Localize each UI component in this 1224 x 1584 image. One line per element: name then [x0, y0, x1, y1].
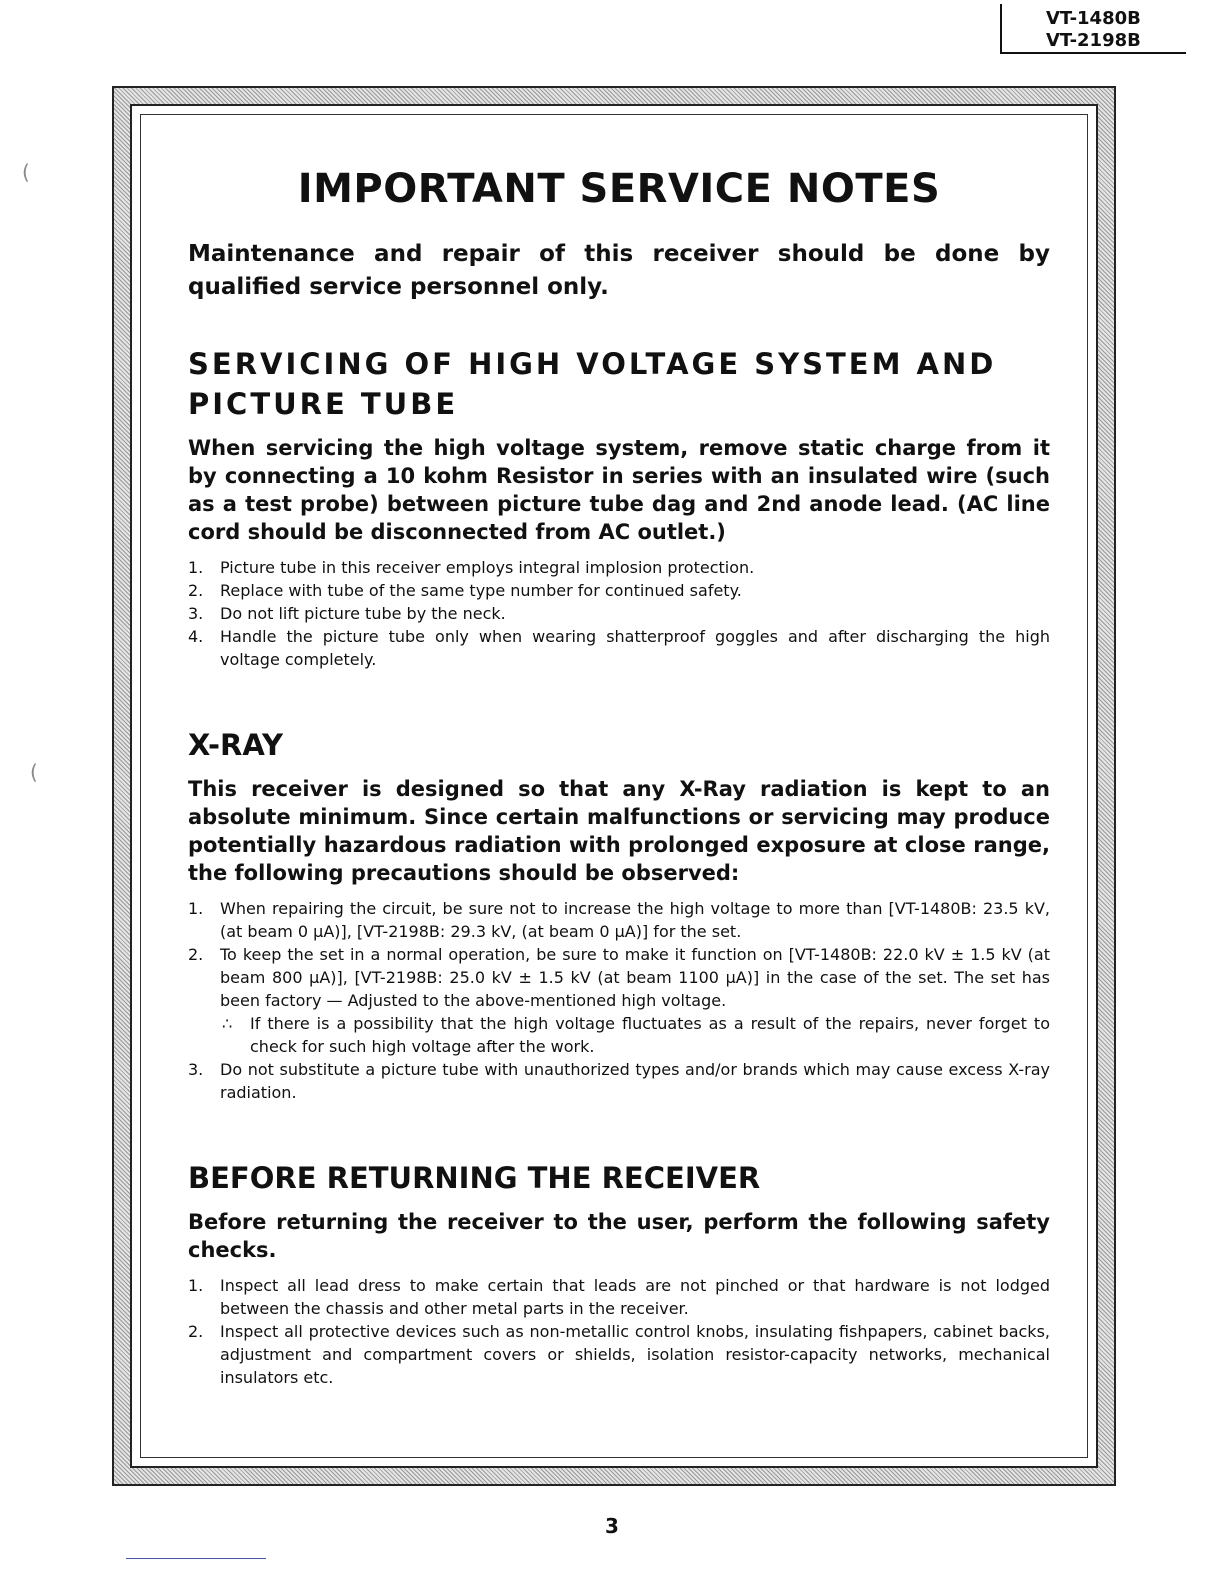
list-item — [188, 1320, 1050, 1389]
section-title: X-RAY — [188, 728, 284, 762]
item-number: 3. — [188, 604, 204, 623]
item-text: Do not substitute a picture tube with unauthorized types and/or brands which may cause excess X-ray radiation. — [220, 1060, 1050, 1102]
item-text: Inspect all protective devices such as non-metallic control knobs, insulating fishpapers, cabinet backs, adjustment and compartment covers or shields, isolation resistor-capacity networks, mechanical insulators etc. — [220, 1322, 1050, 1387]
item-list — [188, 1274, 1050, 1389]
section-title: BEFORE RETURNING THE RECEIVER — [188, 1161, 761, 1195]
model-number-box — [1000, 4, 1186, 54]
item-text: To keep the set in a normal operation, be sure to make it function on [VT-1480B: 22.0 kV ± 1.5 kV (at beam 800 μA)], [VT-2198B: 25.0 kV ± 1.5 kV (at beam 1100 μA)] in the case of the set. The set has been factory — Adjusted to the above-mentioned high voltage. — [220, 945, 1050, 1010]
list-item — [188, 1058, 1050, 1104]
section-lead: This receiver is designed so that any X-Ray radiation is kept to an absolute minimum. Since certain malfunctions or servicing may produce potentially hazardous radiation with prolonged exposure at close range, the following precautions should be observed: — [188, 777, 1050, 885]
page-title: IMPORTANT SERVICE NOTES — [297, 166, 941, 212]
item-text: Do not lift picture tube by the neck. — [220, 604, 506, 623]
item-number: 2. — [188, 945, 204, 964]
list-item — [188, 556, 1050, 579]
item-number: 2. — [188, 581, 204, 600]
therefore-mark: ∴ — [222, 1014, 233, 1033]
sub-note-text: If there is a possibility that the high voltage fluctuates as a result of the repairs, never forget to check for such high voltage after the work. — [250, 1014, 1050, 1056]
section-title: SERVICING OF HIGH VOLTAGE SYSTEM AND PICTURE TUBE — [188, 347, 997, 421]
page-number: 3 — [605, 1514, 619, 1538]
section-high-voltage — [188, 344, 1050, 671]
list-item — [188, 625, 1050, 671]
list-item — [188, 943, 1050, 1058]
item-list — [188, 897, 1050, 1104]
notice-frame-inner — [130, 104, 1098, 1468]
intro-paragraph: Maintenance and repair of this receiver should be done by qualified service personnel only. — [188, 241, 1050, 300]
margin-scan-mark: ( — [22, 160, 30, 184]
model-number-1: VT-1480B — [1046, 8, 1141, 29]
section-lead: When servicing the high voltage system, remove static charge from it by connecting a 10 kohm Resistor in series with an insulated wire (such as a test probe) between picture tube dag and 2nd anode lead. (AC line cord should be disconnected from AC outlet.) — [188, 436, 1050, 544]
margin-scan-mark: ( — [30, 760, 38, 784]
item-list — [188, 556, 1050, 671]
item-text: Handle the picture tube only when wearing shatterproof goggles and after discharging the high voltage completely. — [220, 627, 1050, 669]
list-item — [188, 602, 1050, 625]
list-item — [188, 579, 1050, 602]
item-number: 1. — [188, 558, 204, 577]
item-number: 1. — [188, 899, 204, 918]
section-lead: Before returning the receiver to the user, perform the following safety checks. — [188, 1210, 1050, 1262]
section-x-ray — [188, 725, 1050, 1104]
item-number: 4. — [188, 627, 204, 646]
notice-content — [188, 166, 1050, 1389]
list-item — [188, 897, 1050, 943]
item-text: Inspect all lead dress to make certain that leads are not pinched or that hardware is not lodged between the chassis and other metal parts in the receiver. — [220, 1276, 1050, 1318]
item-number: 1. — [188, 1276, 204, 1295]
bottom-rule — [126, 1558, 266, 1559]
item-text: When repairing the circuit, be sure not to increase the high voltage to more than [VT-1480B: 23.5 kV, (at beam 0 μA)], [VT-2198B: 29.3 kV, (at beam 0 μA)] for the set. — [220, 899, 1050, 941]
item-number: 2. — [188, 1322, 204, 1341]
sub-note — [220, 1012, 1050, 1058]
item-number: 3. — [188, 1060, 204, 1079]
item-text: Picture tube in this receiver employs integral implosion protection. — [220, 558, 755, 577]
section-before-returning — [188, 1158, 1050, 1389]
item-text: Replace with tube of the same type number for continued safety. — [220, 581, 742, 600]
list-item — [188, 1274, 1050, 1320]
model-number-2: VT-2198B — [1046, 30, 1141, 51]
notice-frame — [112, 86, 1116, 1486]
